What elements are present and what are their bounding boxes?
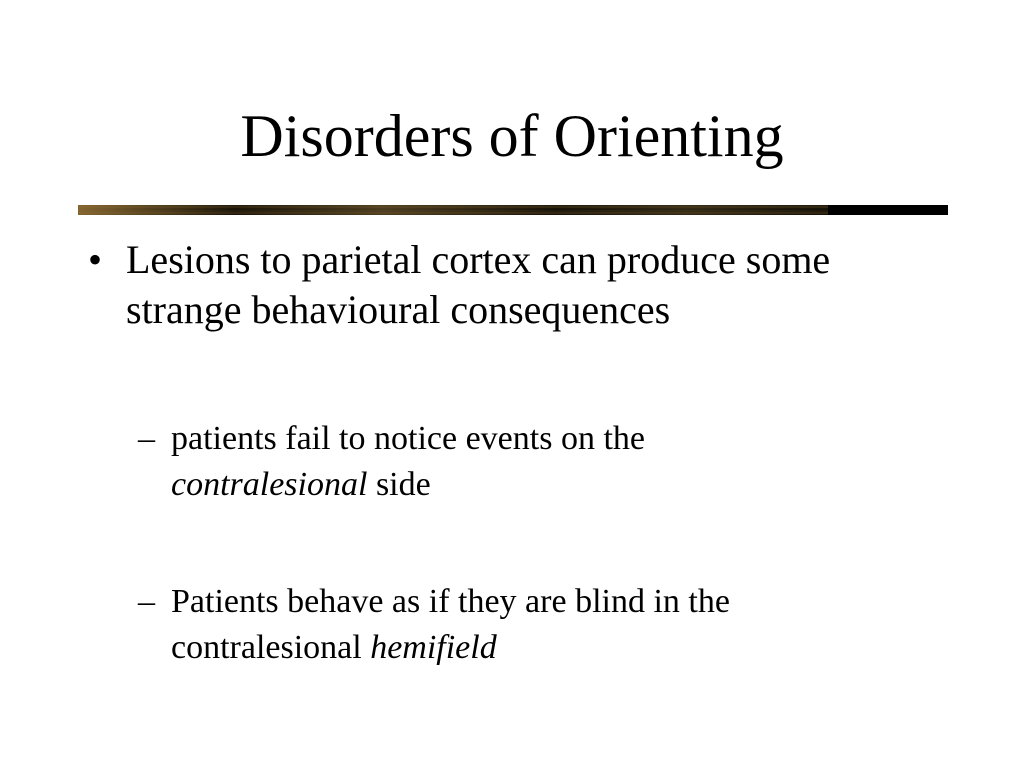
bullet-item bbox=[88, 235, 948, 335]
bullet-marker: • bbox=[88, 237, 103, 282]
sub-bullet-marker: – bbox=[138, 583, 155, 620]
sub-bullet-lead: contralesional bbox=[171, 629, 371, 666]
sub-bullet-item bbox=[138, 416, 958, 508]
sub-bullet-item bbox=[138, 579, 958, 671]
sub-bullet-tail: side bbox=[367, 466, 431, 503]
sub-bullet-text bbox=[171, 416, 958, 508]
sub-bullet-marker: – bbox=[138, 420, 155, 457]
slide-title: Disorders of Orienting bbox=[240, 103, 784, 169]
bullet-text: Lesions to parietal cortex can produce some strange behavioural consequences bbox=[126, 237, 831, 332]
sub-bullet-line: patients fail to notice events on the bbox=[171, 420, 645, 457]
sub-bullet-text bbox=[171, 579, 958, 671]
sub-bullet-emphasis: contralesional bbox=[171, 466, 368, 503]
sub-bullet-line: Patients behave as if they are blind in the bbox=[171, 583, 730, 620]
sub-bullet-emphasis: hemifield bbox=[370, 629, 497, 666]
